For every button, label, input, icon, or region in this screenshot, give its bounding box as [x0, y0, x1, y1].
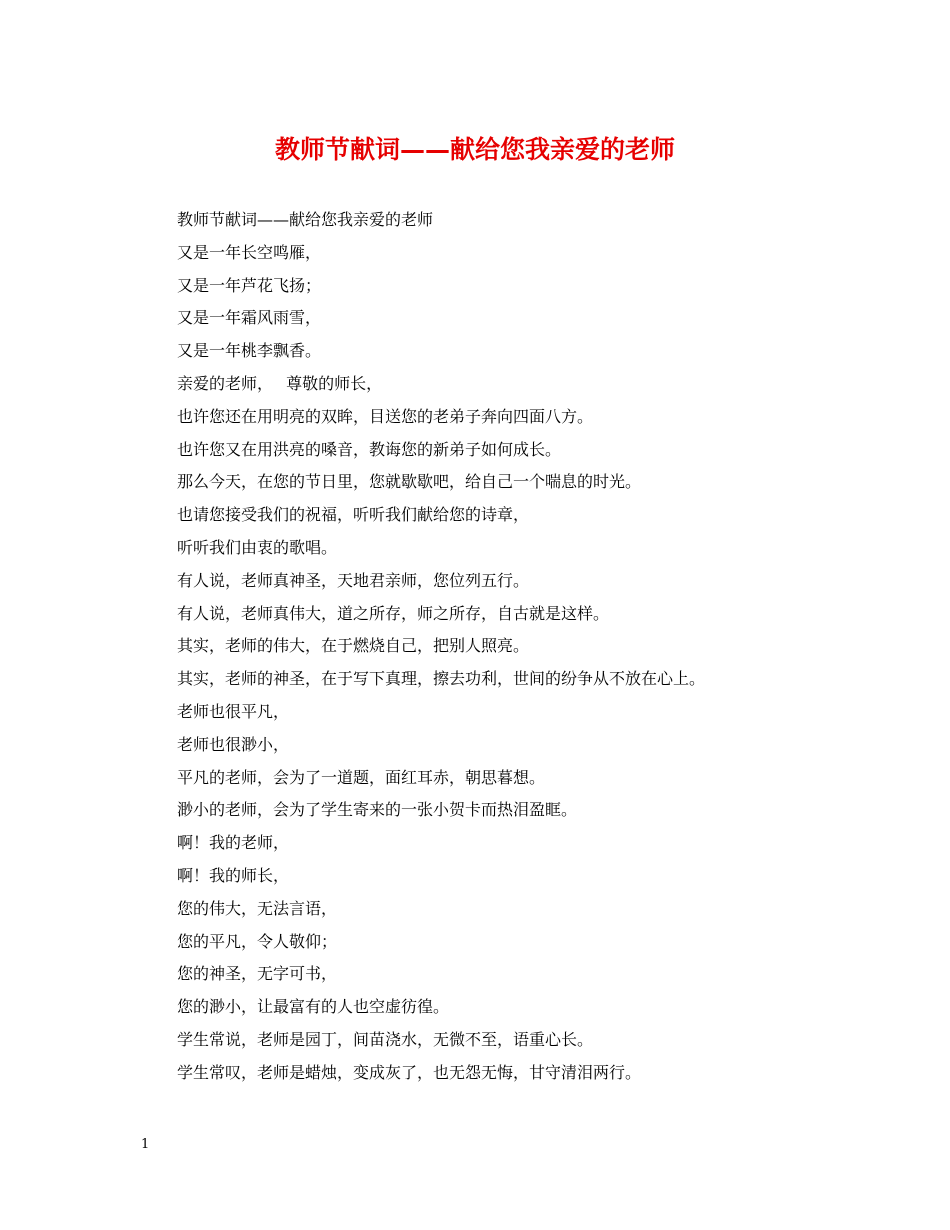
- body-line: 也许您又在用洪亮的嗓音，教诲您的新弟子如何成长。: [177, 439, 562, 459]
- body-line: 有人说，老师真伟大，道之所存，师之所存，自古就是这样。: [177, 603, 610, 623]
- body-line: 也许您还在用明亮的双眸，目送您的老弟子奔向四面八方。: [177, 406, 594, 426]
- body-line: 您的平凡，令人敬仰；: [177, 931, 338, 951]
- body-line: 又是一年霜风雨雪，: [177, 308, 322, 328]
- body-line: 有人说，老师真神圣，天地君亲师，您位列五行。: [177, 570, 530, 590]
- body-line: 又是一年芦花飞扬；: [177, 275, 322, 295]
- body-line: 渺小的老师，会为了学生寄来的一张小贺卡而热泪盈眶。: [177, 800, 578, 820]
- body-line: 也请您接受我们的祝福，听听我们献给您的诗章，: [177, 505, 530, 525]
- body-line: 听听我们由衷的歌唱。: [177, 537, 338, 557]
- body-line: 其实，老师的神圣，在于写下真理，擦去功利，世间的纷争从不放在心上。: [177, 669, 706, 689]
- body-line: 啊！我的老师，: [177, 833, 290, 853]
- body-line: 平凡的老师，会为了一道题，面红耳赤，朝思暮想。: [177, 767, 546, 787]
- body-line: 教师节献词——献给您我亲爱的老师: [177, 210, 434, 229]
- body-line: 您的伟大，无法言语，: [177, 898, 338, 918]
- body-line: 又是一年桃李飘香。: [177, 341, 322, 361]
- body-line: 啊！我的师长，: [177, 865, 290, 885]
- body-line: 那么今天，在您的节日里，您就歇歇吧，给自己一个喘息的时光。: [177, 472, 642, 492]
- body-line: 老师也很平凡，: [177, 701, 290, 721]
- document-title: 教师节献词——献给您我亲爱的老师: [274, 135, 675, 164]
- document-body: [177, 204, 877, 1090]
- body-line: 您的神圣，无字可书，: [177, 964, 338, 984]
- body-line: 您的渺小，让最富有的人也空虚彷徨。: [177, 997, 450, 1017]
- body-line: 学生常叹，老师是蜡烛，变成灰了，也无怨无悔，甘守清泪两行。: [177, 1062, 642, 1082]
- body-line: 又是一年长空鸣雁，: [177, 242, 322, 262]
- body-line: 其实，老师的伟大，在于燃烧自己，把别人照亮。: [177, 636, 530, 656]
- body-line: 学生常说，老师是园丁，间苗浇水，无微不至，语重心长。: [177, 1029, 594, 1049]
- body-line: 老师也很渺小，: [177, 734, 290, 754]
- page-number: 1: [141, 1137, 150, 1152]
- body-line: 亲爱的老师， 尊敬的师长，: [177, 373, 383, 393]
